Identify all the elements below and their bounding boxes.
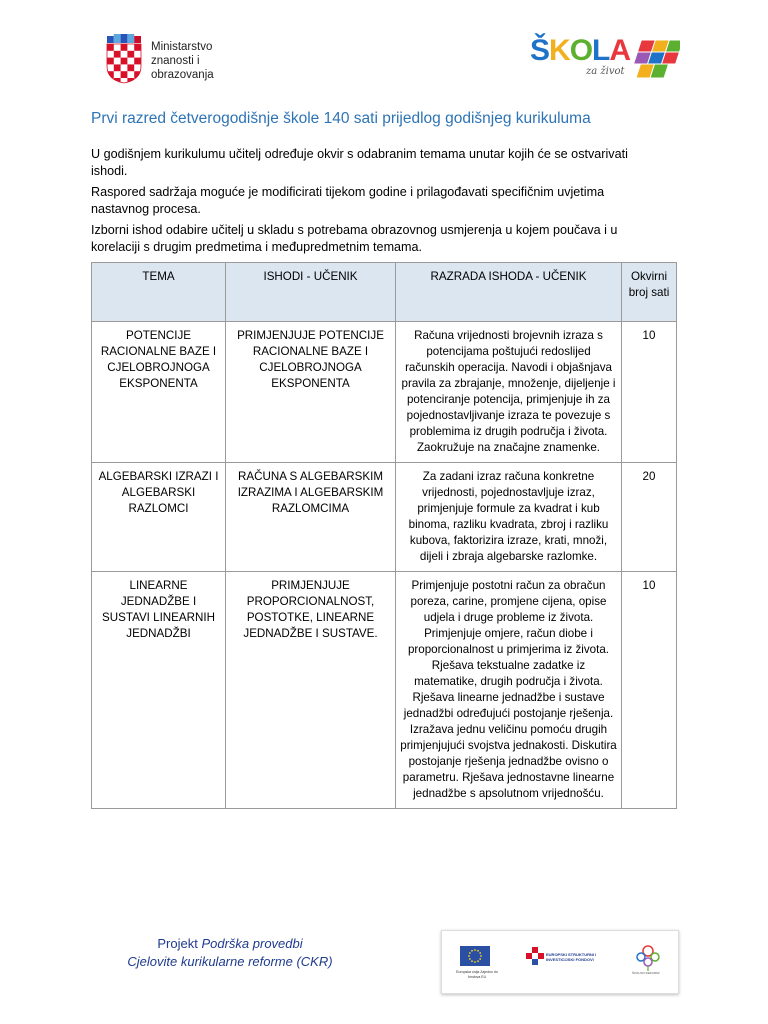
cell-sati: 10 — [622, 572, 677, 809]
eu-caption: Europska unija Zajedno do fondova EU — [456, 970, 498, 979]
table-row — [92, 322, 677, 463]
header-razrada: RAZRADA ISHODA - UČENIK — [396, 263, 622, 322]
cell-tema: POTENCIJE RACIONALNE BAZE I CJELOBROJNOGA EKSPONENTA — [92, 322, 226, 463]
table-row — [92, 572, 677, 809]
ministry-line: Ministarstvo — [151, 41, 213, 53]
header-ishodi: ISHODI - UČENIK — [226, 263, 396, 322]
page-header — [0, 0, 768, 100]
project-name: Podrška provedbi — [201, 936, 303, 951]
flower-caption: ŠKOLSKI REFORMI — [632, 971, 660, 975]
project-line-1 — [100, 935, 360, 953]
skola-za-zivot-logo — [530, 32, 670, 84]
croatian-crest-icon — [104, 34, 144, 84]
eu-flag-icon — [460, 946, 490, 966]
ministry-name — [151, 40, 214, 82]
table-row — [92, 463, 677, 572]
skola-letter: L — [592, 34, 610, 67]
cell-razrada: Računa vrijednosti brojevnih izraza s potencijama poštujući redoslijed računskih operacija. Navodi i objašnjava pravila za zbrajanje, množenje, dijeljenje i potenciranje potencija, primjenjuje ih za pojednostavljivanje izraza te povezuje s problemima iz drugih područja i života. Zaokružuje na značajne znamenke. — [396, 322, 622, 463]
project-label: Projekt — [157, 936, 198, 951]
reform-flower-icon — [630, 941, 666, 983]
intro-paragraph: Raspored sadržaja moguće je modificirati tijekom godine i prilagođavati specifičnim uvjetima nastavnog procesa. — [91, 185, 605, 216]
header-sati: Okvirni broj sati — [622, 263, 677, 322]
esif-text: EUROPSKI STRUKTURNI I INVESTICIJSKI FONDOVI — [546, 952, 597, 962]
skola-letter: O — [569, 34, 593, 67]
cell-razrada: Za zadani izraz računa konkretne vrijednosti, pojednostavljuje izraz, primjenjuje formule za kvadrat i kub binoma, razliku kvadrata, zbroj i razliku kubova, faktorizira izraze, krati, množi, dijeli i zbraja algebarske razlomke. — [396, 463, 622, 572]
esif-checker-icon — [526, 947, 544, 965]
cell-ishodi: RAČUNA S ALGEBARSKIM IZRAZIMA I ALGEBARSKIM RAZLOMCIMA — [226, 463, 396, 572]
intro-paragraph: U godišnjem kurikulumu učitelj određuje okvir s odabranim temama unutar kojih će se ostvarivati ishodi. — [91, 147, 628, 178]
cell-ishodi: PRIMJENJUJE POTENCIJE RACIONALNE BAZE I CJELOBROJNOGA EKSPONENTA — [226, 322, 396, 463]
ministry-line: znanosti i — [151, 55, 200, 67]
header-tema: TEMA — [92, 263, 226, 322]
funding-logos — [441, 930, 679, 994]
skola-letter: A — [609, 34, 631, 67]
skola-wordmark — [530, 34, 630, 68]
cell-razrada: Primjenjuje postotni račun za obračun poreza, carine, promjene cijena, opise udjela i druge probleme iz života. Primjenjuje omjere, račun diobe i proporcionalnost u primjerima iz života. Rješava tekstualne zadatke iz matematike, drugih područja i života. Rješava linearne jednadžbe i sustave jednadžbi određujući postojanje rješenja. Izražava jednu veličinu pomoću drugih primjenjujući svojstva jednakosti. Diskutira postojanje rješenja jednadžbe ovisno o parametru. Rješava jednostavne linearne jednadžbe s apsolutnom vrijednošću. — [396, 572, 622, 809]
cell-tema: ALGEBARSKI IZRAZI I ALGEBARSKI RAZLOMCI — [92, 463, 226, 572]
project-name-line2: Cjelovite kurikularne reforme (CKR) — [127, 954, 333, 969]
skola-letter: Š — [530, 34, 550, 67]
intro-text — [91, 146, 651, 260]
curriculum-table — [91, 262, 677, 809]
table-header-row — [92, 263, 677, 322]
skola-subtitle: za život — [586, 66, 625, 77]
project-footer — [100, 935, 360, 971]
cell-ishodi: PRIMJENJUJE PROPORCIONALNOST, POSTOTKE, LINEARNE JEDNADŽBE I SUSTAVE. — [226, 572, 396, 809]
skola-letter: K — [549, 34, 570, 67]
document-title: Prvi razred četverogodišnje škole 140 sati prijedlog godišnjeg kurikuluma — [91, 110, 591, 127]
project-line-2 — [100, 953, 360, 971]
ministry-line: obrazovanja — [151, 69, 214, 81]
cell-sati: 10 — [622, 322, 677, 463]
ministry-logo — [104, 34, 214, 84]
intro-paragraph: Izborni ishod odabire učitelj u skladu s potrebama obrazovnog usmjerenja u kojem poučava i u korelaciji s drugim predmetima i međupredmetnim temama. — [91, 223, 618, 254]
cell-tema: LINEARNE JEDNADŽBE I SUSTAVI LINEARNIH JEDNADŽBI — [92, 572, 226, 809]
cell-sati: 20 — [622, 463, 677, 572]
